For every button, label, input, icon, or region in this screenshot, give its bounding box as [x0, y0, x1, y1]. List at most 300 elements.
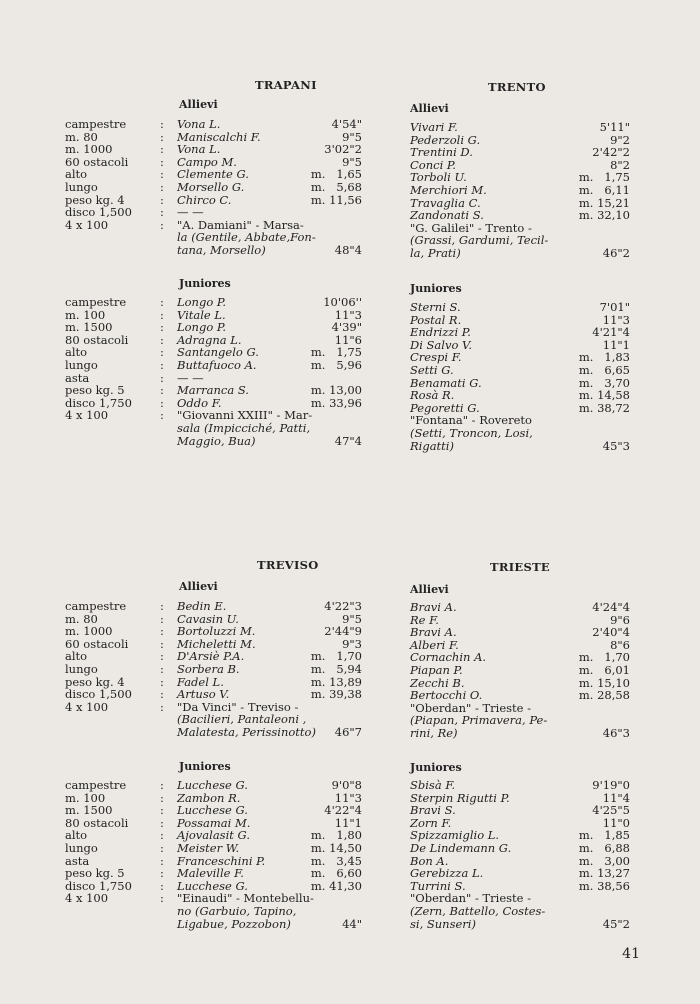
- result-value: 4'22"4: [324, 803, 362, 818]
- colon-separator: :: [160, 117, 164, 131]
- athlete-name: si, Sunseri): [410, 916, 476, 931]
- colon-separator: :: [160, 649, 164, 664]
- athlete-name: Setti G.: [410, 362, 454, 377]
- result-value: m. 13,00: [310, 383, 362, 398]
- colon-separator: :: [160, 778, 164, 792]
- athlete-name: "Oberdan" - Trieste -: [410, 891, 532, 906]
- athlete-name: Oddo F.: [177, 395, 222, 410]
- colon-separator: :: [160, 142, 164, 157]
- event-label: peso kg. 5: [65, 866, 125, 881]
- athlete-name: Pegoretti G.: [410, 400, 480, 415]
- result-value: 47"4: [334, 433, 362, 448]
- athlete-name: Bon A.: [410, 853, 449, 868]
- result-value: 4'54": [331, 117, 362, 131]
- athlete-name: "Fontana" - Rovereto: [410, 413, 532, 428]
- athlete-name: Rosà R.: [410, 388, 455, 403]
- result-value: 9"3: [342, 636, 362, 651]
- athlete-name: Franceschini P.: [177, 853, 266, 868]
- result-row: [177, 194, 362, 207]
- colon-separator: :: [160, 357, 164, 372]
- athlete-name: Sterpin Rigutti P.: [410, 790, 510, 805]
- athlete-name: Zandonati S.: [410, 208, 484, 223]
- athlete-name: Cavasin U.: [177, 611, 239, 626]
- result-row: [177, 296, 362, 309]
- colon-separator: :: [160, 878, 164, 893]
- athlete-name: Sterni S.: [410, 300, 461, 314]
- result-row: [410, 727, 630, 740]
- athlete-name: no (Garbuio, Tapino,: [177, 903, 297, 918]
- athlete-name: Bravi S.: [410, 803, 456, 818]
- result-value: 9"2: [610, 132, 630, 147]
- athlete-name: De Lindemann G.: [410, 840, 512, 855]
- result-value: 9'0"8: [331, 778, 362, 792]
- city-heading: TRIESTE: [490, 560, 550, 574]
- juniores-event-list: [65, 779, 132, 905]
- juniores-colon-list: [160, 779, 164, 905]
- result-value: m. 15,21: [578, 195, 630, 210]
- athlete-name: Micheletti M.: [177, 636, 256, 651]
- result-value: 9"6: [610, 612, 630, 627]
- athlete-name: Zambon R.: [177, 790, 241, 805]
- event-label: 4 x 100: [65, 408, 109, 423]
- allievi-colon-list: [160, 118, 164, 231]
- event-label: 4 x 100: [65, 891, 109, 906]
- city-heading: TREVISO: [257, 558, 319, 572]
- event-label: m. 80: [65, 129, 98, 144]
- result-value: 44": [342, 916, 362, 931]
- colon-separator: :: [160, 687, 164, 702]
- result-value: 9"5: [342, 129, 362, 144]
- event-label: 80 ostacoli: [65, 332, 129, 347]
- athlete-name: Crespi F.: [410, 350, 462, 365]
- result-value: 11"1: [602, 337, 630, 352]
- event-label: disco 1,750: [65, 878, 132, 893]
- colon-separator: :: [160, 205, 164, 220]
- result-value: m. 5,68: [310, 179, 362, 194]
- athlete-name: — —: [177, 370, 204, 385]
- athlete-name: Bravi A.: [410, 625, 457, 640]
- athlete-name: Merchiori M.: [410, 182, 487, 197]
- result-value: 2'40"4: [592, 625, 630, 640]
- event-label: m. 1000: [65, 142, 113, 157]
- athlete-name: Longo P.: [177, 320, 226, 335]
- colon-separator: :: [160, 332, 164, 347]
- colon-separator: :: [160, 295, 164, 309]
- colon-separator: :: [160, 370, 164, 385]
- city-heading: TRAPANI: [255, 78, 317, 92]
- event-label: alto: [65, 345, 88, 360]
- athlete-name: Zorn F.: [410, 815, 452, 830]
- result-value: m. 14,58: [578, 388, 630, 403]
- result-row: [410, 209, 630, 222]
- colon-separator: :: [160, 891, 164, 906]
- colon-separator: :: [160, 828, 164, 843]
- athlete-name: Cornachin A.: [410, 650, 487, 665]
- athlete-name: Bravi A.: [410, 600, 457, 614]
- colon-separator: :: [160, 408, 164, 423]
- result-value: 11"1: [334, 815, 362, 830]
- event-label: m. 100: [65, 307, 106, 322]
- event-label: m. 80: [65, 611, 98, 626]
- athlete-name: la (Gentile, Abbate,Fon-: [177, 230, 316, 245]
- athlete-name: (Setti, Troncon, Losi,: [410, 425, 533, 440]
- result-value: m. 33,96: [310, 395, 362, 410]
- event-label: m. 100: [65, 790, 106, 805]
- athlete-name: Benamati G.: [410, 375, 482, 390]
- result-row: [410, 601, 630, 614]
- athlete-name: (Grassi, Gardumi, Tecil-: [410, 233, 549, 248]
- colon-separator: :: [160, 383, 164, 398]
- athlete-name: Endrizzi P.: [410, 325, 471, 340]
- result-value: m. 1,70: [310, 649, 362, 664]
- result-row: [177, 143, 362, 156]
- colon-separator: :: [160, 611, 164, 626]
- colon-separator: :: [160, 636, 164, 651]
- event-label: peso kg. 4: [65, 674, 125, 689]
- event-label: lungo: [65, 357, 98, 372]
- athlete-name: Torboli U.: [410, 170, 467, 185]
- athlete-name: D'Arsiè P.A.: [177, 649, 245, 664]
- colon-separator: :: [160, 803, 164, 818]
- athlete-name: Malatesta, Perissinotto): [177, 724, 316, 739]
- event-label: m. 1500: [65, 803, 113, 818]
- result-row: [410, 905, 630, 918]
- result-value: m. 11,56: [310, 192, 362, 207]
- athlete-name: Piapan P.: [410, 662, 463, 677]
- result-value: 11"3: [334, 307, 362, 322]
- athlete-name: (Bacilieri, Pantaleoni ,: [177, 712, 307, 727]
- allievi-results: [410, 601, 630, 740]
- event-label: campestre: [65, 778, 127, 792]
- athlete-name: Possamai M.: [177, 815, 251, 830]
- result-row: [410, 121, 630, 134]
- allievi-results: [410, 121, 630, 260]
- allievi-heading: Allievi: [410, 583, 449, 596]
- result-row: [410, 689, 630, 702]
- result-value: 2'42"2: [592, 145, 630, 160]
- result-row: [177, 206, 362, 219]
- event-label: campestre: [65, 295, 127, 309]
- juniores-results: [177, 296, 362, 447]
- athlete-name: la, Prati): [410, 245, 461, 260]
- result-row: [177, 842, 362, 855]
- athlete-name: Maleville F.: [177, 866, 244, 881]
- athlete-name: Maggio, Bua): [177, 433, 256, 448]
- result-value: 4'21"4: [592, 325, 630, 340]
- athlete-name: Fadel L.: [177, 674, 224, 689]
- colon-separator: :: [160, 866, 164, 881]
- result-row: [410, 427, 630, 440]
- result-value: 3'02"2: [324, 142, 362, 157]
- athlete-name: rini, Re): [410, 725, 458, 740]
- event-label: asta: [65, 853, 90, 868]
- result-value: 10'06'': [323, 295, 362, 309]
- city-heading: TRENTO: [488, 80, 546, 94]
- athlete-name: Vona L.: [177, 117, 221, 131]
- colon-separator: :: [160, 179, 164, 194]
- result-row: [410, 146, 630, 159]
- result-value: m. 1,80: [310, 828, 362, 843]
- result-value: 11"6: [334, 332, 362, 347]
- juniores-heading: Juniores: [179, 277, 231, 290]
- athlete-name: Trentini D.: [410, 145, 473, 160]
- result-value: m. 5,96: [310, 357, 362, 372]
- athlete-name: (Piapan, Primavera, Pe-: [410, 713, 548, 728]
- result-value: m. 1,70: [578, 650, 630, 665]
- colon-separator: :: [160, 217, 164, 232]
- result-row: [177, 867, 362, 880]
- result-row: [410, 301, 630, 314]
- athlete-name: Sbisà F.: [410, 778, 456, 792]
- result-value: m. 1,65: [310, 167, 362, 182]
- athlete-name: "Oberdan" - Trieste -: [410, 700, 532, 715]
- event-label: alto: [65, 828, 88, 843]
- athlete-name: Travaglia C.: [410, 195, 481, 210]
- result-value: m. 14,50: [310, 840, 362, 855]
- athlete-name: Vivari F.: [410, 120, 458, 134]
- athlete-name: Vona L.: [177, 142, 221, 157]
- result-value: 4'25"5: [592, 803, 630, 818]
- colon-separator: :: [160, 790, 164, 805]
- result-value: m. 1,75: [310, 345, 362, 360]
- athlete-name: Artuso V.: [177, 687, 230, 702]
- event-label: disco 1,500: [65, 687, 132, 702]
- juniores-results: [177, 779, 362, 930]
- result-row: [177, 905, 362, 918]
- athlete-name: "Einaudi" - Montebellu-: [177, 891, 314, 906]
- allievi-results: [177, 118, 362, 257]
- event-label: m. 1500: [65, 320, 113, 335]
- athlete-name: "G. Galilei" - Trento -: [410, 220, 532, 235]
- colon-separator: :: [160, 815, 164, 830]
- athlete-name: Clemente G.: [177, 167, 249, 182]
- result-row: [410, 918, 630, 931]
- result-value: 9"5: [342, 154, 362, 169]
- result-value: 46"3: [602, 725, 630, 740]
- result-value: m. 1,85: [578, 828, 630, 843]
- colon-separator: :: [160, 167, 164, 182]
- result-row: [410, 842, 630, 855]
- result-row: [177, 779, 362, 792]
- athlete-name: Zecchi B.: [410, 675, 465, 690]
- result-value: m. 13,27: [578, 866, 630, 881]
- result-row: [177, 625, 362, 638]
- result-value: 2'44"9: [324, 624, 362, 639]
- athlete-name: Santangelo G.: [177, 345, 259, 360]
- juniores-colon-list: [160, 296, 164, 422]
- event-label: disco 1,500: [65, 205, 132, 220]
- athlete-name: Longo P.: [177, 295, 226, 309]
- result-value: m. 6,11: [578, 182, 630, 197]
- result-value: 11"4: [602, 790, 630, 805]
- event-label: disco 1,750: [65, 395, 132, 410]
- colon-separator: :: [160, 840, 164, 855]
- result-row: [177, 422, 362, 435]
- athlete-name: Campo M.: [177, 154, 237, 169]
- result-value: m. 3,00: [578, 853, 630, 868]
- result-value: 5'11": [599, 120, 630, 134]
- result-row: [410, 804, 630, 817]
- colon-separator: :: [160, 599, 164, 613]
- result-value: m. 28,58: [578, 688, 630, 703]
- result-row: [410, 779, 630, 792]
- athlete-name: Lucchese G.: [177, 778, 248, 792]
- result-value: 8"6: [610, 637, 630, 652]
- result-value: 4'22"3: [324, 599, 362, 613]
- result-value: 45"2: [602, 916, 630, 931]
- result-value: m. 41,30: [310, 878, 362, 893]
- athlete-name: Maniscalchi F.: [177, 129, 261, 144]
- result-row: [177, 244, 362, 257]
- athlete-name: Lucchese G.: [177, 878, 248, 893]
- athlete-name: "Giovanni XXIII" - Mar-: [177, 408, 313, 423]
- result-row: [410, 440, 630, 453]
- athlete-name: "A. Damiani" - Marsa-: [177, 217, 304, 232]
- result-row: [177, 918, 362, 931]
- result-value: 46"7: [334, 724, 362, 739]
- result-value: m. 38,56: [578, 878, 630, 893]
- colon-separator: :: [160, 699, 164, 714]
- athlete-name: Lucchese G.: [177, 803, 248, 818]
- juniores-heading: Juniores: [410, 282, 462, 295]
- result-value: 48"4: [334, 242, 362, 257]
- athlete-name: Conci P.: [410, 157, 456, 172]
- result-value: 11"3: [334, 790, 362, 805]
- athlete-name: Bedin E.: [177, 599, 227, 613]
- colon-separator: :: [160, 307, 164, 322]
- athlete-name: Postal R.: [410, 312, 462, 327]
- result-value: m. 32,10: [578, 208, 630, 223]
- event-label: 60 ostacoli: [65, 154, 129, 169]
- juniores-event-list: [65, 296, 132, 422]
- juniores-heading: Juniores: [179, 760, 231, 773]
- result-value: 4'24"4: [592, 600, 630, 614]
- colon-separator: :: [160, 345, 164, 360]
- athlete-name: Adragna L.: [177, 332, 242, 347]
- athlete-name: Pederzoli G.: [410, 132, 481, 147]
- event-label: alto: [65, 649, 88, 664]
- athlete-name: (Zern, Battello, Costes-: [410, 903, 546, 918]
- result-value: m. 3,70: [578, 375, 630, 390]
- result-value: 11"3: [602, 312, 630, 327]
- page-number: 41: [622, 946, 640, 962]
- result-value: m. 1,83: [578, 350, 630, 365]
- result-row: [177, 663, 362, 676]
- colon-separator: :: [160, 661, 164, 676]
- colon-separator: :: [160, 624, 164, 639]
- event-label: 80 ostacoli: [65, 815, 129, 830]
- result-row: [410, 664, 630, 677]
- athlete-name: Bertocchi O.: [410, 688, 483, 703]
- event-label: campestre: [65, 599, 127, 613]
- colon-separator: :: [160, 395, 164, 410]
- result-value: m. 6,65: [578, 362, 630, 377]
- athlete-name: Chirco C.: [177, 192, 232, 207]
- result-value: m. 6,88: [578, 840, 630, 855]
- athlete-name: "Da Vinci" - Treviso -: [177, 699, 299, 714]
- athlete-name: tana, Morsello): [177, 242, 266, 257]
- event-label: 60 ostacoli: [65, 636, 129, 651]
- athlete-name: Di Salvo V.: [410, 337, 472, 352]
- result-value: 11"0: [602, 815, 630, 830]
- athlete-name: Bortoluzzi M.: [177, 624, 256, 639]
- result-row: [410, 184, 630, 197]
- result-row: [177, 726, 362, 739]
- event-label: m. 1000: [65, 624, 113, 639]
- event-label: lungo: [65, 840, 98, 855]
- athlete-name: Sorbera B.: [177, 661, 240, 676]
- result-value: m. 15,10: [578, 675, 630, 690]
- allievi-heading: Allievi: [179, 98, 218, 111]
- event-label: 4 x 100: [65, 217, 109, 232]
- athlete-name: Turrini S.: [410, 878, 466, 893]
- result-row: [177, 688, 362, 701]
- allievi-results: [177, 600, 362, 739]
- result-value: 9"5: [342, 611, 362, 626]
- allievi-heading: Allievi: [179, 580, 218, 593]
- result-row: [177, 804, 362, 817]
- colon-separator: :: [160, 853, 164, 868]
- result-value: 8"2: [610, 157, 630, 172]
- allievi-colon-list: [160, 600, 164, 713]
- result-row: [177, 435, 362, 448]
- result-row: [177, 321, 362, 334]
- colon-separator: :: [160, 154, 164, 169]
- event-label: lungo: [65, 661, 98, 676]
- juniores-results: [410, 301, 630, 452]
- result-value: m. 6,60: [310, 866, 362, 881]
- result-value: m. 13,89: [310, 674, 362, 689]
- result-row: [410, 326, 630, 339]
- result-value: m. 3,45: [310, 853, 362, 868]
- result-row: [177, 181, 362, 194]
- allievi-event-list: [65, 600, 132, 713]
- athlete-name: Buttafuoco A.: [177, 357, 257, 372]
- athlete-name: Vitale L.: [177, 307, 226, 322]
- athlete-name: — —: [177, 205, 204, 220]
- result-value: 46"2: [602, 245, 630, 260]
- event-label: asta: [65, 370, 90, 385]
- result-value: 4'39": [331, 320, 362, 335]
- athlete-name: Ligabue, Pozzobon): [177, 916, 291, 931]
- colon-separator: :: [160, 129, 164, 144]
- allievi-event-list: [65, 118, 132, 231]
- athlete-name: Re F.: [410, 612, 439, 627]
- event-label: lungo: [65, 179, 98, 194]
- athlete-name: Ajovalasit G.: [177, 828, 250, 843]
- colon-separator: :: [160, 320, 164, 335]
- event-label: peso kg. 5: [65, 383, 125, 398]
- athlete-name: Meister W.: [177, 840, 240, 855]
- result-row: [177, 600, 362, 613]
- result-row: [410, 389, 630, 402]
- result-value: m. 38,72: [578, 400, 630, 415]
- juniores-results: [410, 779, 630, 930]
- event-label: campestre: [65, 117, 127, 131]
- athlete-name: Gerebizza L.: [410, 866, 484, 881]
- event-label: alto: [65, 167, 88, 182]
- result-row: [177, 384, 362, 397]
- result-value: m. 39,38: [310, 687, 362, 702]
- athlete-name: Spizzamiglio L.: [410, 828, 500, 843]
- colon-separator: :: [160, 192, 164, 207]
- athlete-name: sala (Impicciché, Patti,: [177, 420, 311, 435]
- result-row: [177, 118, 362, 131]
- result-value: m. 1,75: [578, 170, 630, 185]
- result-value: m. 5,94: [310, 661, 362, 676]
- result-value: m. 6,01: [578, 662, 630, 677]
- result-row: [410, 626, 630, 639]
